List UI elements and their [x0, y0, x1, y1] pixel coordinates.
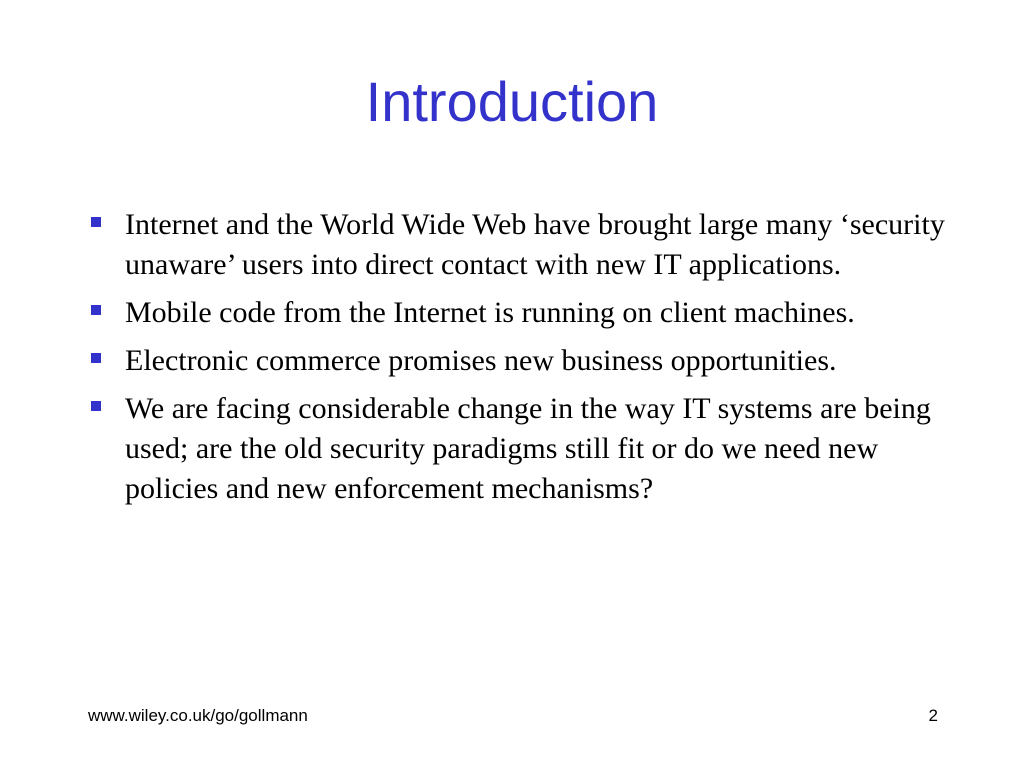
square-bullet-icon	[91, 305, 101, 315]
bullet-item	[88, 389, 948, 509]
page-number: 2	[928, 706, 938, 725]
bullet-item	[88, 293, 948, 333]
slide-title: Introduction	[365, 70, 659, 133]
square-bullet-icon	[91, 217, 101, 227]
bullet-text: Electronic commerce promises new business opportunities.	[125, 344, 837, 377]
bullet-list	[88, 205, 948, 517]
footer-url: www.wiley.co.uk/go/gollmann	[88, 706, 308, 725]
bullet-item	[88, 205, 948, 285]
bullet-text: We are facing considerable change in the way IT systems are being used; are the old security paradigms still fit or do we need new policies and new enforcement mechanisms?	[125, 392, 931, 505]
square-bullet-icon	[91, 401, 101, 411]
bullet-text: Mobile code from the Internet is running on client machines.	[125, 296, 855, 329]
bullet-text: Internet and the World Wide Web have brought large many ‘security unaware’ users into direct contact with new IT applications.	[125, 208, 945, 281]
square-bullet-icon	[91, 353, 101, 363]
bullet-item	[88, 341, 948, 381]
